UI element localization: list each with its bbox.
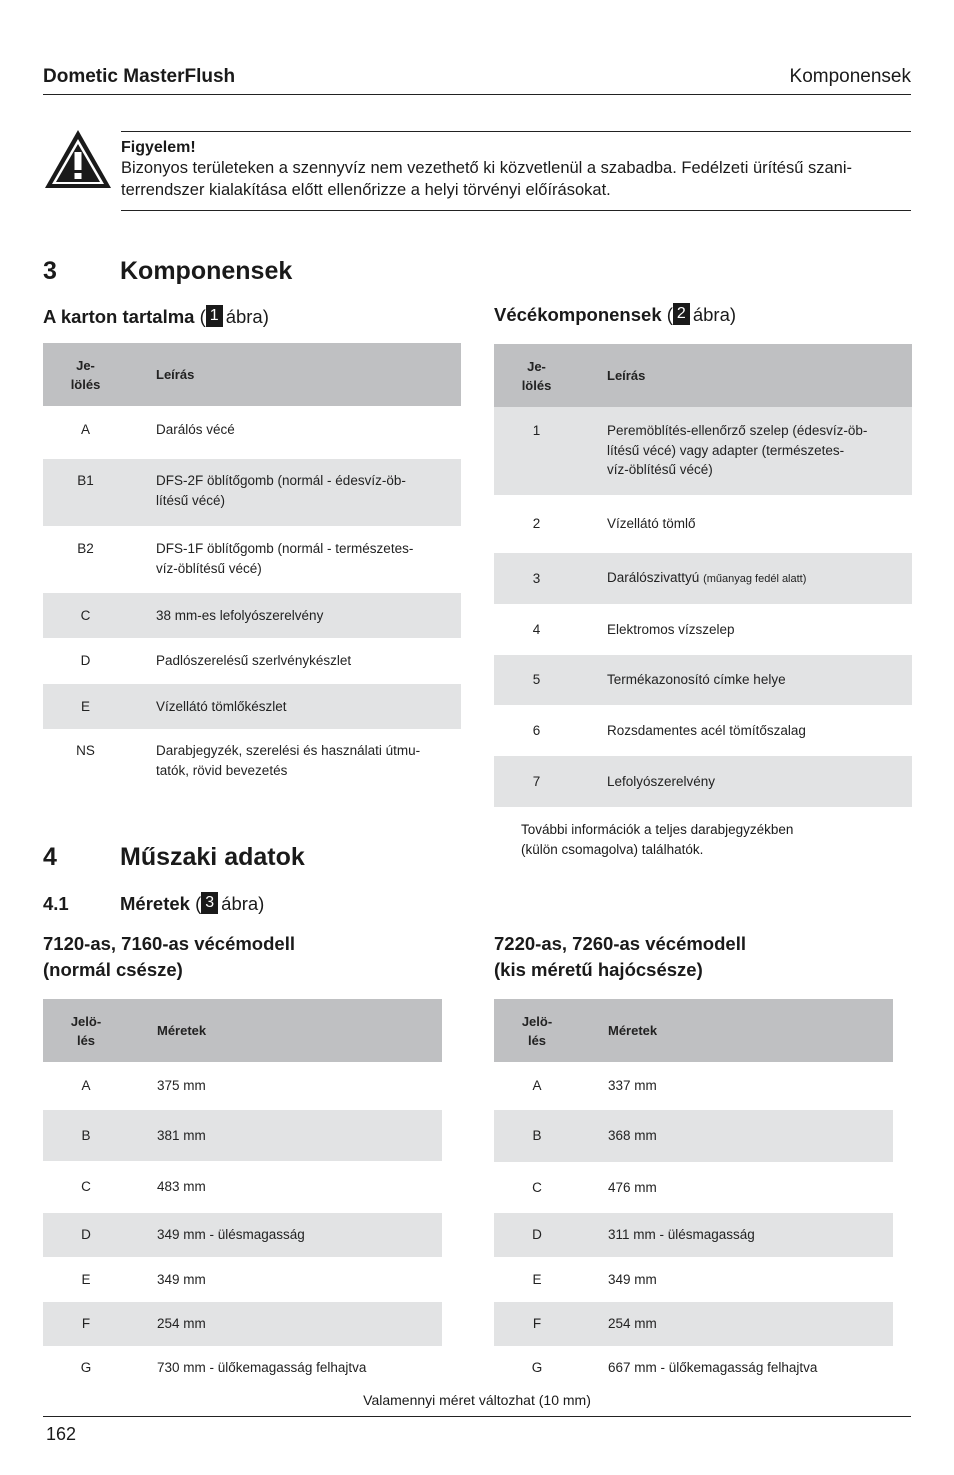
toilet-components-heading: [494, 303, 736, 326]
table-row: [494, 1110, 893, 1162]
section-4-heading: [43, 843, 305, 872]
table-row: [494, 1213, 893, 1257]
table-row: [494, 705, 912, 756]
row-note: (műanyag fedél alatt): [703, 572, 807, 585]
row-code: E: [81, 1271, 91, 1287]
figure-badge: 1: [206, 305, 223, 327]
warning-line-1: Bizonyos területeken a szennyvíz nem vezethető ki közvetlenül a szabadba. Fedélzeti ürítésű szani-: [121, 159, 852, 177]
row-value: 368 mm: [580, 1110, 893, 1162]
table-row: [43, 1110, 442, 1161]
row-code: 4: [532, 621, 541, 637]
row-code: D: [43, 1213, 129, 1257]
row-text: Lefolyószerelvény: [579, 756, 912, 807]
row-text: Darabjegyzék, szerelési és használati útmu-: [156, 743, 421, 758]
row-text: DFS-1F öblítőgomb (normál - természetes-: [156, 541, 414, 556]
figure-ref: ábra): [692, 304, 737, 325]
carton-heading-text: A karton tartalma: [43, 306, 195, 327]
row-code: E: [43, 684, 128, 729]
table-header-row: [494, 999, 893, 1062]
row-value: 254 mm: [580, 1302, 893, 1346]
table-row: [43, 1213, 442, 1257]
figure-badge: 2: [673, 303, 690, 325]
row-code: 5: [494, 655, 579, 705]
table-row: [43, 1062, 442, 1110]
row-text: Padlószerelésű szerlvénykészlet: [156, 653, 352, 669]
note-line: További információk a teljes darabjegyzékben: [521, 822, 794, 837]
row-code: F: [494, 1302, 580, 1346]
row-code: F: [43, 1302, 129, 1346]
section-3-heading: [43, 257, 292, 286]
model-left-heading: [43, 931, 295, 983]
table-row: [494, 1346, 893, 1390]
row-code: C: [532, 1179, 542, 1195]
row-code: A: [80, 422, 90, 437]
row-code: E: [532, 1271, 542, 1287]
table-row: [494, 756, 912, 807]
toilet-note: [521, 820, 793, 859]
row-text: víz-öblítésű vécé): [607, 462, 713, 477]
table-row: [43, 1257, 442, 1302]
page-number: 162: [46, 1424, 77, 1444]
model-title: 7120-as, 7160-as vécémodell: [43, 933, 295, 954]
row-code: B2: [77, 541, 94, 556]
header-section: Komponensek: [789, 66, 911, 87]
table-header-row: [494, 344, 912, 407]
table-row: [43, 593, 461, 638]
column-header-code: Je- lölés: [494, 344, 579, 407]
row-text: Darálószivattyú: [607, 569, 700, 585]
column-header-description: Leírás: [128, 343, 461, 406]
row-value: 349 mm: [608, 1271, 657, 1287]
warning-triangle-icon: [43, 128, 113, 190]
section-number: 4: [43, 843, 57, 871]
row-value: 483 mm: [157, 1179, 206, 1195]
subsection-title: Méretek: [120, 893, 190, 914]
row-code: G: [531, 1360, 543, 1376]
table-row: [43, 406, 461, 459]
table-row: [494, 553, 912, 604]
row-text: Vízellátó tömlő: [607, 516, 696, 532]
row-code: 1: [494, 407, 579, 495]
warning-bottom-rule: [121, 210, 911, 211]
row-value: 375 mm: [157, 1078, 206, 1094]
row-value: 730 mm - ülőkemagasság felhajtva: [157, 1360, 367, 1376]
dimensions-table-right: [494, 999, 893, 1390]
row-text: Rozsdamentes acél tömítőszalag: [607, 722, 806, 738]
model-subtitle: (normál csésze): [43, 959, 183, 980]
row-code: 6: [532, 722, 541, 738]
table-row: [494, 1162, 893, 1213]
carton-table: [43, 343, 461, 787]
table-row: [494, 495, 912, 553]
row-code: A: [532, 1078, 542, 1094]
table-row: [494, 1062, 893, 1110]
warning-line-2: terrendszer kialakítása előtt ellenőrizze a helyi törvényi előírásokat.: [121, 181, 611, 199]
footer-rule: [43, 1416, 911, 1417]
table-row: [43, 1161, 442, 1213]
table-row: [494, 655, 912, 705]
column-header-dimensions: Méretek: [129, 999, 442, 1062]
section-number: 3: [43, 257, 57, 285]
table-row: [43, 459, 461, 526]
row-text: Peremöblítés-ellenőrző szelep (édesvíz-öb-: [607, 423, 868, 438]
column-header-description: Leírás: [579, 344, 912, 407]
model-title: 7220-as, 7260-as vécémodell: [494, 933, 746, 954]
subsection-number: 4.1: [43, 893, 69, 914]
toilet-components-table: [494, 344, 912, 807]
table-row: [494, 604, 912, 655]
table-row: [494, 407, 912, 495]
dimensions-table-left: [43, 999, 442, 1390]
note-line: (külön csomagolva) találhatók.: [521, 841, 704, 857]
row-code: B: [494, 1110, 580, 1162]
figure-ref: ábra): [225, 306, 269, 327]
row-code: 2: [532, 516, 541, 532]
column-header-code: Jelö- lés: [43, 999, 129, 1062]
column-header-dimensions: Méretek: [580, 999, 893, 1062]
row-text: víz-öblítésű vécé): [156, 560, 262, 576]
row-code: 7: [494, 756, 579, 807]
row-code: A: [81, 1078, 91, 1094]
section-title: Komponensek: [120, 257, 293, 285]
row-value: 349 mm: [157, 1271, 206, 1287]
column-header-code: Jelö- lés: [494, 999, 580, 1062]
column-header-code: Je- lölés: [43, 343, 128, 406]
row-code: B1: [43, 459, 128, 526]
row-code: NS: [76, 743, 95, 758]
row-text: lítésű vécé) vagy adapter (természetes-: [607, 442, 845, 458]
row-text: Termékazonosító címke helye: [579, 655, 912, 705]
row-code: G: [80, 1360, 92, 1376]
table-row: [43, 638, 461, 684]
warning-top-rule: [121, 131, 911, 132]
row-value: 254 mm: [129, 1302, 442, 1346]
figure-ref: ábra): [221, 893, 265, 914]
row-text: Elektromos vízszelep: [607, 621, 735, 637]
row-value: 337 mm: [608, 1078, 657, 1094]
row-code: D: [80, 653, 91, 669]
paren-open: (: [195, 893, 202, 914]
dimensions-footnote: Valamennyi méret változhat (10 mm): [363, 1392, 591, 1408]
warning-text: [121, 157, 901, 201]
row-text: Darálós vécé: [156, 422, 235, 437]
section-title: Műszaki adatok: [120, 843, 305, 871]
model-right-heading: [494, 931, 746, 983]
header-rule: [43, 94, 911, 95]
toilet-heading-text: Vécékomponensek: [494, 304, 662, 325]
row-text: 38 mm-es lefolyószerelvény: [128, 593, 461, 638]
row-code: C: [81, 1179, 91, 1195]
row-code: 3: [494, 553, 579, 604]
warning-title: Figyelem!: [121, 139, 196, 156]
row-code: B: [43, 1110, 129, 1161]
model-subtitle: (kis méretű hajócsésze): [494, 959, 703, 980]
paren-open: (: [666, 304, 673, 325]
figure-badge: 3: [201, 892, 218, 914]
table-row: [494, 1302, 893, 1346]
row-code: C: [43, 593, 128, 638]
header-brand: Dometic MasterFlush: [43, 66, 236, 87]
carton-heading: [43, 305, 269, 328]
table-row: [43, 684, 461, 729]
paren-open: (: [199, 306, 206, 327]
table-row: [43, 1302, 442, 1346]
row-text: lítésű vécé): [156, 492, 226, 508]
row-code: D: [494, 1213, 580, 1257]
row-value: 667 mm - ülőkemagasság felhajtva: [608, 1360, 818, 1376]
row-text: DFS-2F öblítőgomb (normál - édesvíz-öb-: [156, 473, 406, 488]
row-value: 381 mm: [129, 1110, 442, 1161]
row-value: 311 mm - ülésmagasság: [580, 1213, 893, 1257]
section-4-1-heading: [43, 892, 264, 915]
row-value: 476 mm: [608, 1179, 657, 1195]
table-row: [43, 729, 461, 787]
row-text: Vízellátó tömlőkészlet: [128, 684, 461, 729]
table-row: [494, 1257, 893, 1302]
table-header-row: [43, 999, 442, 1062]
row-text: tatók, rövid bevezetés: [156, 762, 288, 778]
row-value: 349 mm - ülésmagasság: [129, 1213, 442, 1257]
table-row: [43, 1346, 442, 1390]
table-row: [43, 526, 461, 593]
table-header-row: [43, 343, 461, 406]
